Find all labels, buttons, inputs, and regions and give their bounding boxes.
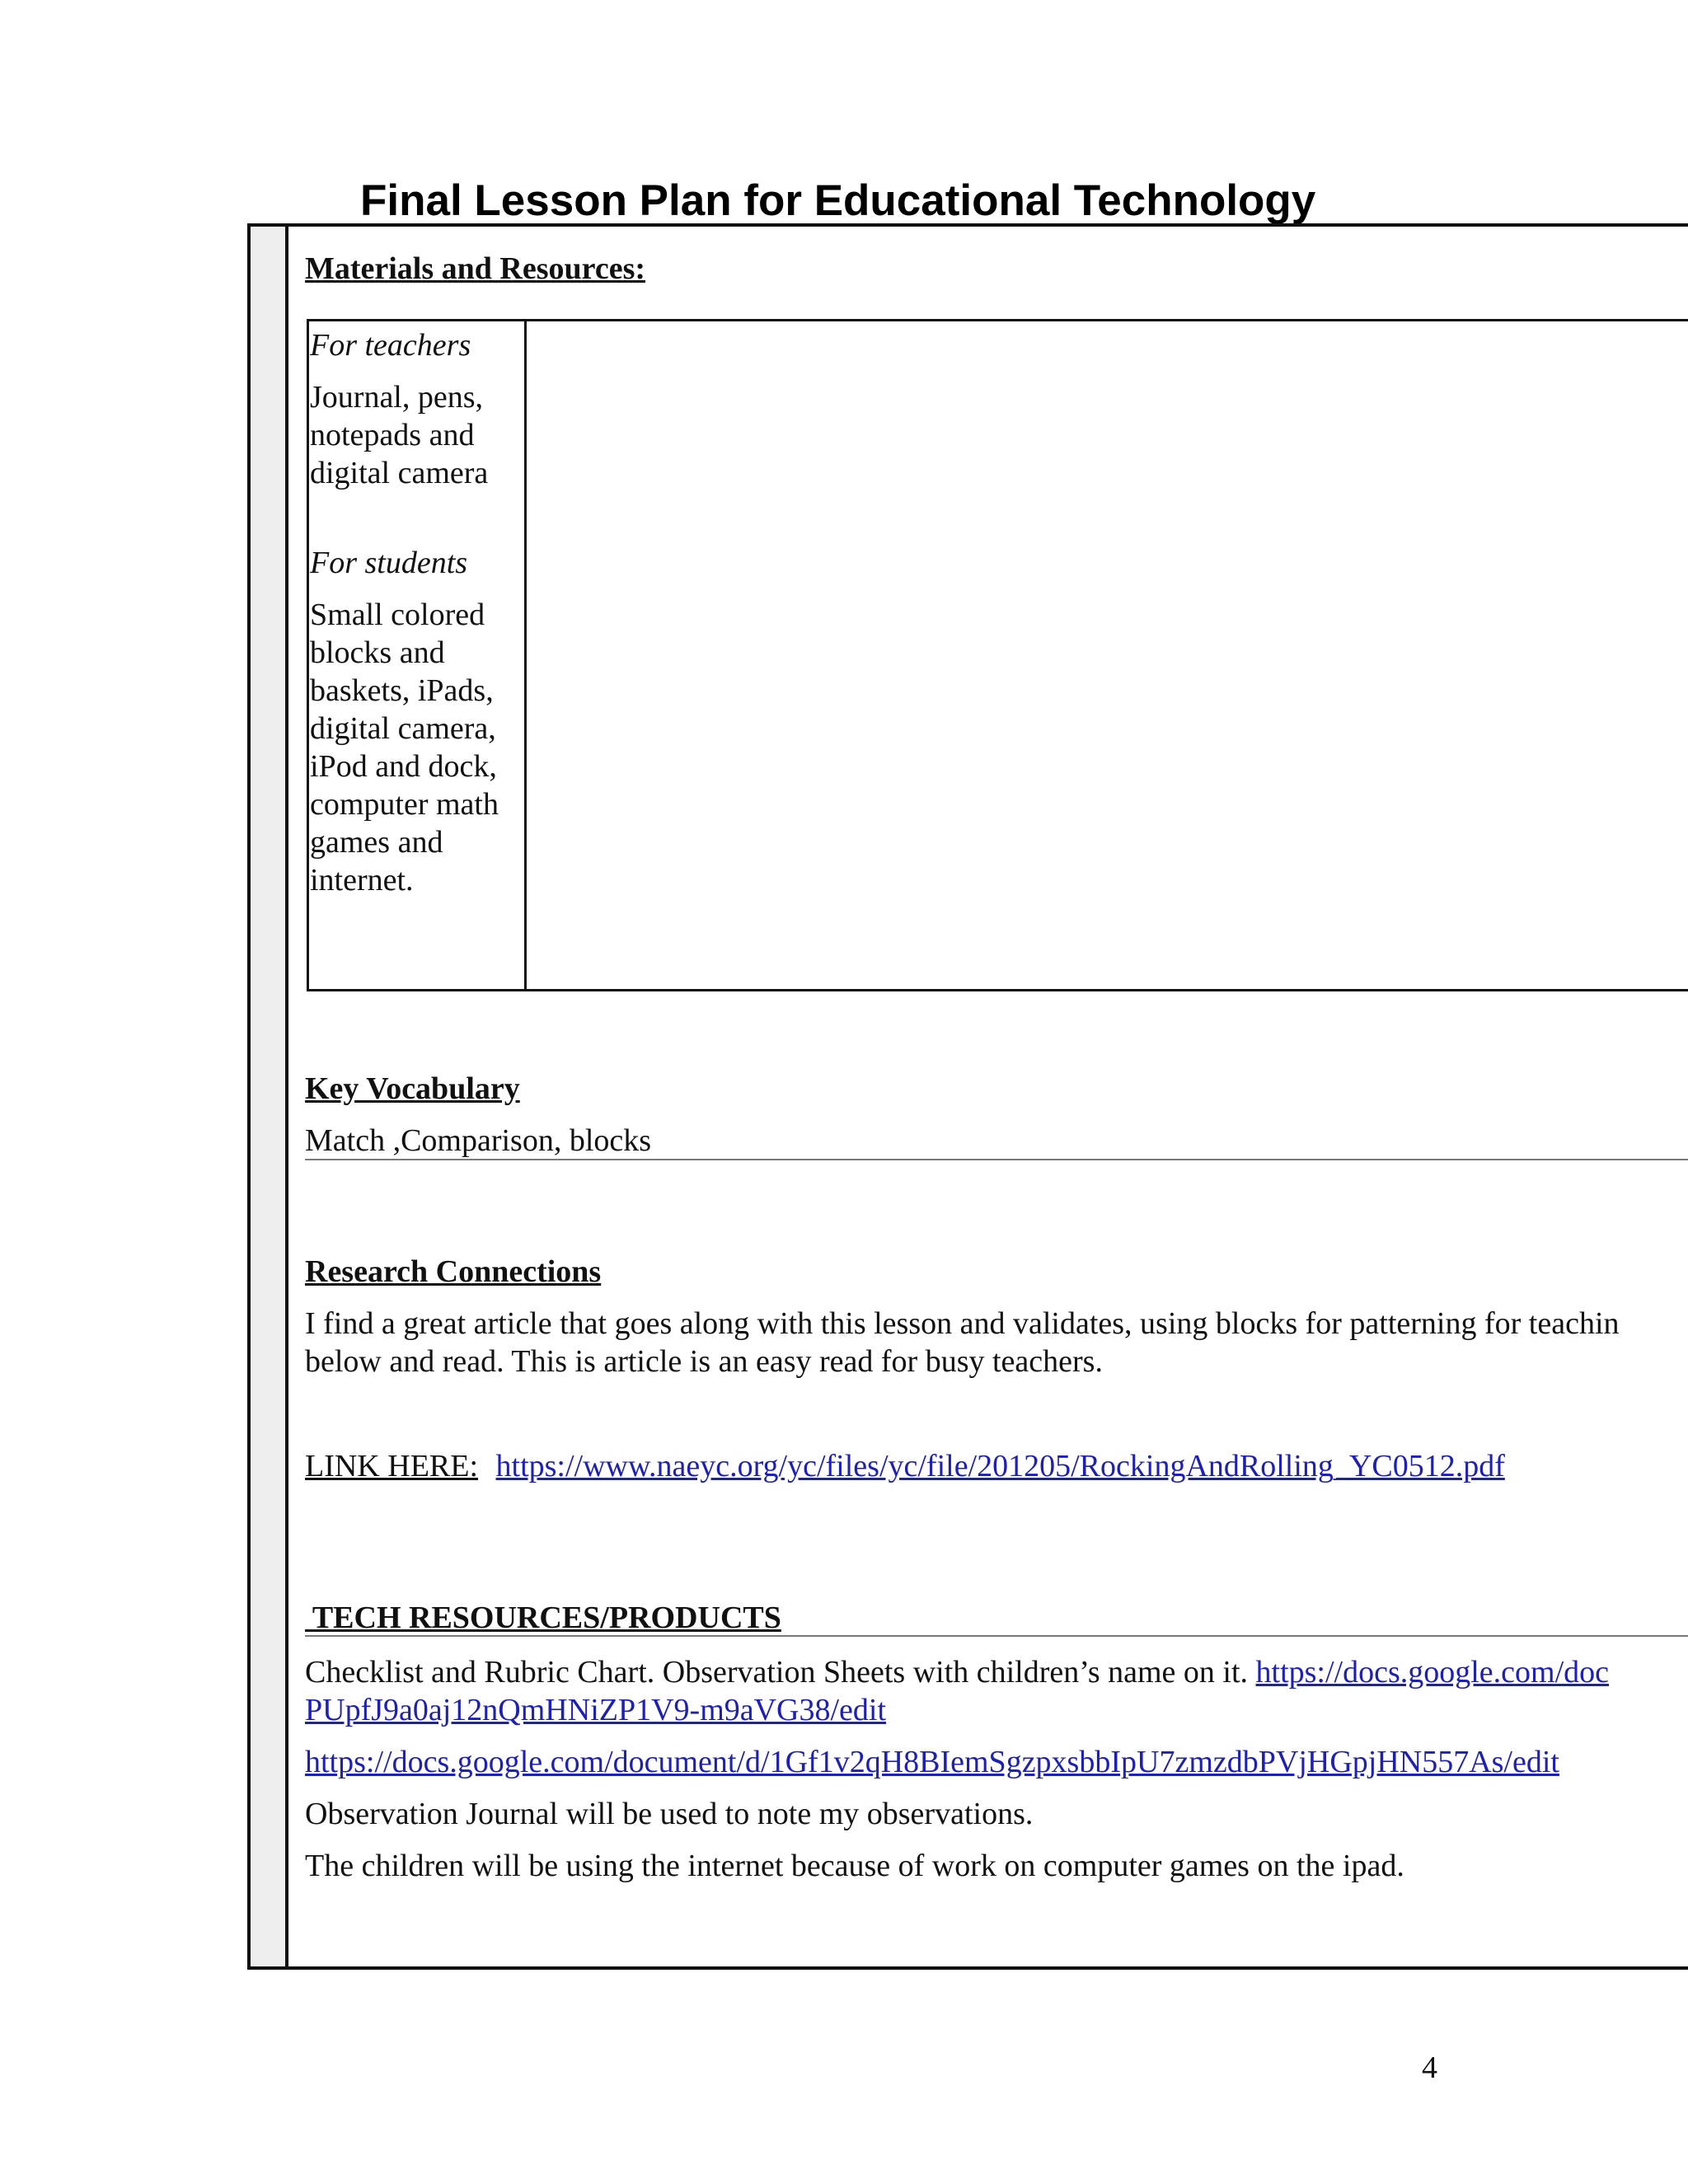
students-label: For students: [310, 546, 468, 580]
tech-text-line: The children will be using the internet because of work on computer games on the ipad.: [305, 1849, 1404, 1883]
students-materials-line: baskets, iPads,: [310, 673, 494, 708]
table-side-column: [251, 227, 288, 1966]
research-heading: Research Connections: [305, 1254, 602, 1289]
vocabulary-rule: [305, 1159, 1688, 1160]
tech-text-line: Observation Journal will be used to note my observations.: [305, 1797, 1034, 1831]
teachers-materials-line: Journal, pens,: [310, 380, 484, 415]
students-materials-line: games and: [310, 825, 443, 860]
vocabulary-heading: Key Vocabulary: [305, 1071, 520, 1106]
tech-text-line: [305, 1653, 1609, 1691]
students-materials-line: digital camera,: [310, 711, 496, 746]
materials-heading: Materials and Resources:: [305, 251, 646, 286]
link-label: LINK HERE:: [305, 1449, 479, 1483]
teachers-label: For teachers: [310, 328, 471, 363]
materials-table-divider: [524, 320, 527, 991]
students-materials-line: computer math: [310, 787, 499, 822]
teachers-materials-line: digital camera: [310, 456, 489, 490]
students-materials-line: internet.: [310, 863, 414, 898]
materials-table: [307, 319, 1688, 991]
students-materials-line: blocks and: [310, 635, 445, 670]
students-materials-line: iPod and dock,: [310, 749, 497, 784]
page-number: 4: [1422, 2050, 1437, 2085]
research-link-line: [305, 1447, 1505, 1485]
article-link[interactable]: https://www.naeyc.org/yc/files/yc/file/201205/RockingAndRolling_YC0512.pdf: [495, 1449, 1505, 1483]
research-text-line: below and read. This is article is an easy read for busy teachers.: [305, 1344, 1103, 1379]
students-materials-line: Small colored: [310, 598, 485, 632]
research-text-line: I find a great article that goes along with this lesson and validates, using blocks for patterning for teachin: [305, 1306, 1620, 1341]
page-title: Final Lesson Plan for Educational Technology: [360, 176, 1316, 225]
checklist-doc-link-continued[interactable]: PUpfJ9a0aj12nQmHNiZP1V9-m9aVG38/edit: [305, 1693, 887, 1727]
tech-rule: [305, 1635, 1688, 1637]
checklist-doc-link[interactable]: https://docs.google.com/doc: [1255, 1655, 1610, 1690]
rubric-doc-link[interactable]: https://docs.google.com/document/d/1Gf1v2qH8BIemSgzpxsbbIpU7zmzdbPVjHGpjHN557As/edit: [305, 1745, 1559, 1779]
teachers-materials-line: notepads and: [310, 418, 475, 452]
tech-heading: TECH RESOURCES/PRODUCTS: [305, 1601, 781, 1635]
vocabulary-text: Match ,Comparison, blocks: [305, 1123, 652, 1158]
tech-line-text: Checklist and Rubric Chart. Observation Sheets with children’s name on it.: [305, 1655, 1256, 1690]
